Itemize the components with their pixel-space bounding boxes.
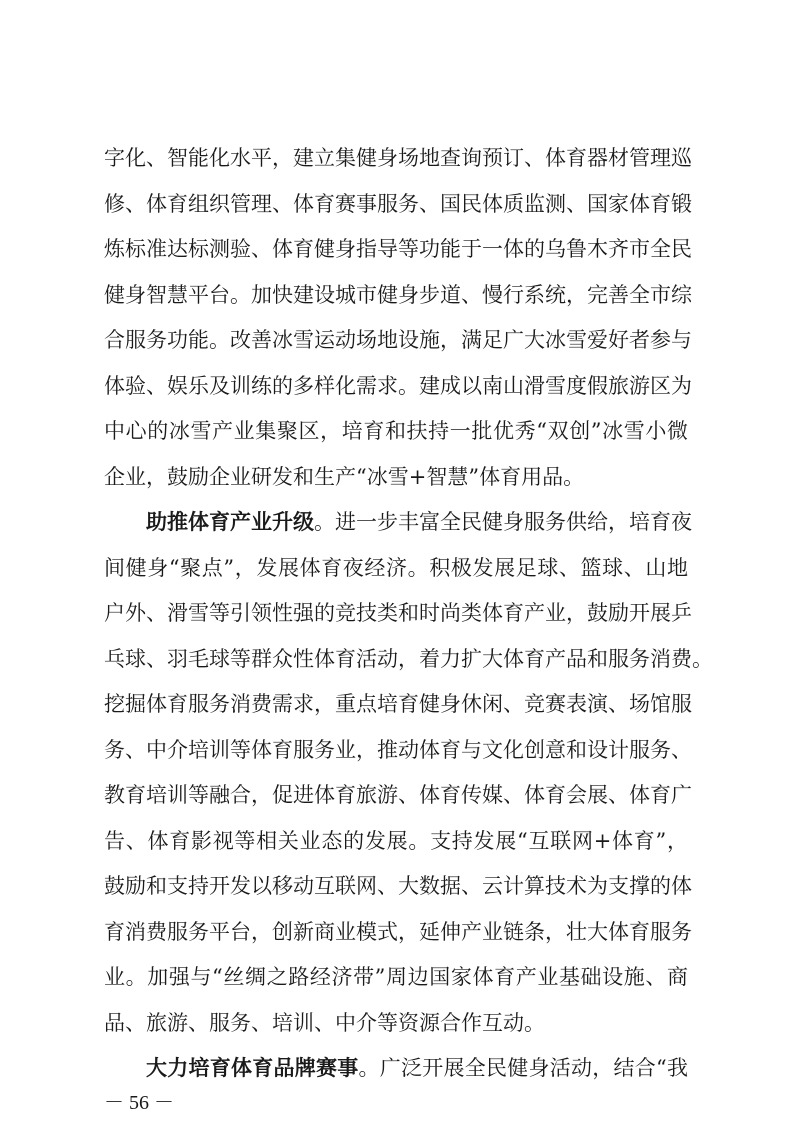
text-line: 挖掘体育服务消费需求，重点培育健身休闲、竞赛表演、场馆服 — [104, 692, 692, 716]
section-heading: 助推体育产业升级 — [146, 510, 314, 534]
text-line: 务、中介培训等体育服务业，推动体育与文化创意和设计服务、 — [104, 737, 692, 762]
paragraph-first-line — [146, 1048, 688, 1088]
text-line: 炼标准达标测验、体育健身指导等功能于一体的乌鲁木齐市全民 — [104, 237, 692, 261]
text-line: 合服务功能。改善冰雪运动场地设施，满足广大冰雪爱好者参与 — [104, 328, 692, 352]
text-line: 字化、智能化水平，建立集健身场地查询预订、体育器材管理巡 — [104, 146, 692, 170]
text-line: 教育培训等融合，促进体育旅游、体育传媒、体育会展、体育广 — [104, 783, 692, 807]
text-run: 。广泛开展全民健身活动，结合“我 — [358, 1056, 688, 1080]
text-line: 体验、娱乐及训练的多样化需求。建成以南山滑雪度假旅游区为 — [104, 373, 692, 398]
text-line: 健身智慧平台。加快建设城市健身步道、慢行系统，完善全市综 — [104, 282, 692, 307]
page-number: － 56 － — [104, 1091, 174, 1114]
text-line: 育消费服务平台，创新商业模式，延伸产业链条，壮大体育服务 — [104, 919, 692, 944]
text-line: 乓球、羽毛球等群众性体育活动，着力扩大体育产品和服务消费。 — [104, 646, 713, 671]
section-heading: 大力培育体育品牌赛事 — [146, 1056, 359, 1080]
paragraph-first-line — [146, 502, 692, 542]
text-line: 业。加强与“丝绸之路经济带”周边国家体育产业基础设施、商 — [104, 965, 688, 989]
text-line: 鼓励和支持开发以移动互联网、大数据、云计算技术为支撑的体 — [104, 874, 692, 898]
text-run: 。进一步丰富全民健身服务供给，培育夜 — [314, 510, 692, 534]
text-line: 间健身“聚点”，发展体育夜经济。积极发展足球、篮球、山地 — [104, 555, 688, 580]
text-line: 户外、滑雪等引领性强的竞技类和时尚类体育产业，鼓励开展乒 — [104, 601, 692, 625]
text-line: 企业，鼓励企业研发和生产“冰雪+智慧”体育用品。 — [104, 464, 585, 489]
text-line: 告、体育影视等相关业态的发展。支持发展“互联网+体育”， — [104, 828, 688, 853]
text-line: 品、旅游、服务、培训、中介等资源合作互动。 — [104, 1010, 545, 1035]
text-line: 修、体育组织管理、体育赛事服务、国民体质监测、国家体育锻 — [104, 191, 692, 216]
text-line: 中心的冰雪产业集聚区，培育和扶持一批优秀“双创”冰雪小微 — [104, 419, 688, 443]
